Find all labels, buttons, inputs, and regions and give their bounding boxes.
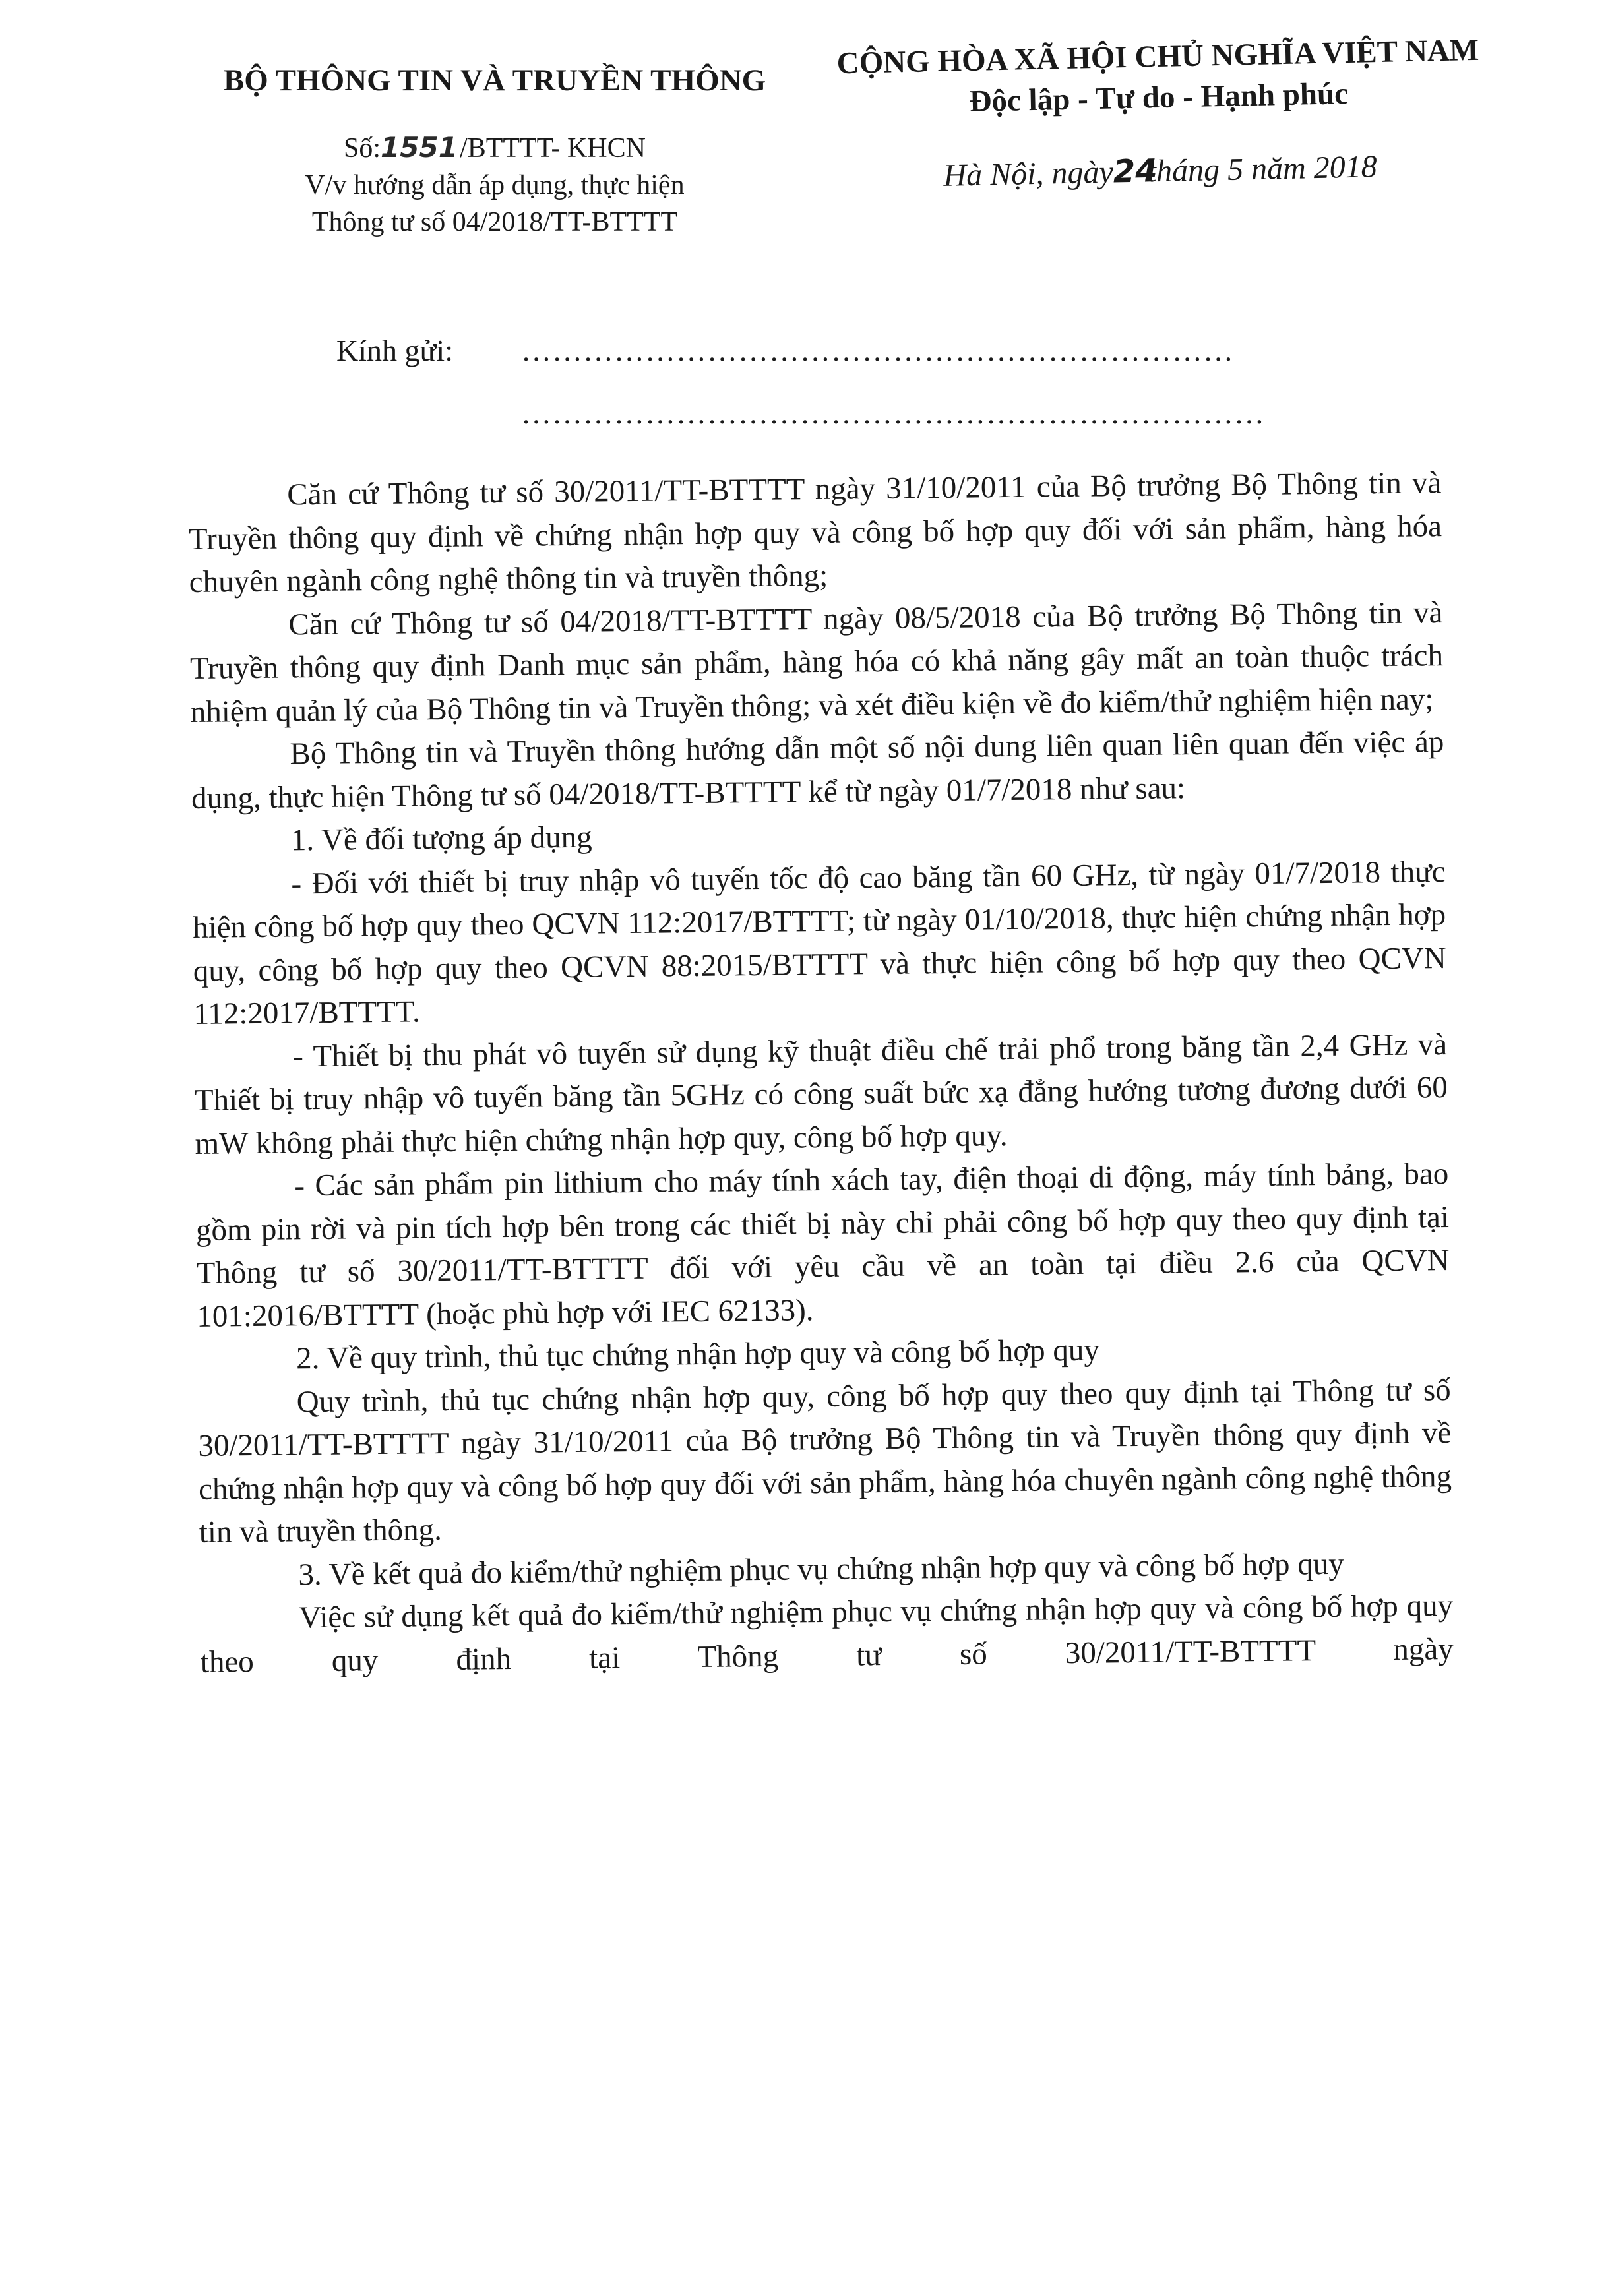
subject-line-2: Thông tư số 04/2018/TT-BTTTT	[311, 207, 678, 237]
paragraph-legal-basis-2: Căn cứ Thông tư số 04/2018/TT-BTTTT ngày 08/5/2018 của Bộ trưởng Bộ Thông tin và Truyền thông quy định Danh mục sản phẩm, hàng hóa có khả năng gây mất an toàn thuộc trách nhiệm quản lý của Bộ Thông tin và Truyền thông; và xét điều kiện về đo kiểm/thử nghiệm hiện nay;	[189, 595, 1444, 729]
section-heading-3: 3. Về kết quả đo kiểm/thử nghiệm phục vụ chứng nhận hợp quy và công bố hợp quy	[298, 1546, 1344, 1592]
national-motto: Độc lập - Tự do - Hạnh phúc	[969, 76, 1349, 119]
paragraph-exempt-devices: - Thiết bị thu phát vô tuyến sử dụng kỹ thuật điều chế trải phổ trong băng tần 2,4 GHz và Thiết bị truy nhập vô tuyến băng tần 5GHz có công suất bức xạ đẳng hướng tương đương dưới 60 mW không phải thực hiện chứng nhận hợp quy, công bố hợp quy.	[194, 1027, 1448, 1161]
document-number-suffix: /BTTTT- KHCN	[460, 133, 646, 164]
nation-name: CỘNG HÒA XÃ HỘI CHỦ NGHĨA VIỆT NAM	[836, 32, 1479, 81]
paragraph-legal-basis-1: Căn cứ Thông tư số 30/2011/TT-BTTTT ngày 31/10/2011 của Bộ trưởng Bộ Thông tin và Truyền thông quy định về chứng nhận hợp quy và công bố hợp quy đối với sản phẩm, hàng hóa chuyên ngành công nghệ thông tin và truyền thông;	[188, 466, 1442, 599]
recipient-label: Kính gửi:	[336, 334, 453, 367]
paragraph-test-results: Việc sử dụng kết quả đo kiểm/thử nghiệm phục vụ chứng nhận hợp quy và công bố hợp quy theo quy định tại Thông tư số 30/2011/TT-BTTTT ngày	[200, 1588, 1454, 1679]
section-heading-1: 1. Về đối tượng áp dụng	[290, 820, 592, 858]
organization-name: BỘ THÔNG TIN VÀ TRUYỀN THÔNG	[223, 63, 766, 98]
document-subject	[165, 167, 824, 241]
national-header-block	[811, 32, 1507, 196]
date-prefix: Hà Nội, ngày	[943, 154, 1114, 193]
document-number	[165, 131, 824, 164]
recipient-line-1: ……………………………………………………………	[521, 334, 1234, 367]
document-number-prefix: Số:	[344, 133, 381, 164]
paragraph-60ghz-devices: - Đối với thiết bị truy nhập vô tuyến tốc độ cao băng tần 60 GHz, từ ngày 01/7/2018 thực hiện công bố hợp quy theo QCVN 112:2017/BTTTT; từ ngày 01/10/2018, thực hiện chứng nhận hợp quy, công bố hợp quy theo QCVN 88:2015/BTTTT và thực hiện công bố hợp quy theo QCVN 112:2017/BTTTT.	[192, 854, 1447, 1031]
recipient-line-2: ………………………………………………………………	[521, 396, 1265, 430]
section-heading-2: 2. Về quy trình, thủ tục chứng nhận hợp quy và công bố hợp quy	[295, 1333, 1100, 1376]
paragraph-lithium-batteries: - Các sản phẩm pin lithium cho máy tính xách tay, điện thoại di động, máy tính bảng, bao gồm pin rời và pin tích hợp bên trong các thiết bị này chỉ phải công bố hợp quy theo quy định tại Thông tư số 30/2011/TT-BTTTT đối với yêu cầu về an toàn tại điều 2.6 của QCVN 101:2016/BTTTT (hoặc phù hợp với IEC 62133).	[195, 1157, 1450, 1334]
date-suffix: tháng 5 năm 2018	[1147, 149, 1378, 189]
paragraph-introduction: Bộ Thông tin và Truyền thông hướng dẫn một số nội dung liên quan liên quan đến việc áp dụng, thực hiện Thông tư số 04/2018/TT-BTTTT kể từ ngày 01/7/2018 như sau:	[191, 725, 1444, 816]
issuing-authority-block	[165, 63, 824, 241]
document-body	[188, 462, 1454, 1684]
subject-line-1: V/v hướng dẫn áp dụng, thực hiện	[305, 170, 685, 200]
paragraph-procedure: Quy trình, thủ tục chứng nhận hợp quy, công bố hợp quy theo quy định tại Thông tư số 30/2011/TT-BTTTT ngày 31/10/2011 của Bộ trưởng Bộ Thông tin và Truyền thông quy định về chứng nhận hợp quy và công bố hợp quy đối với sản phẩm, hàng hóa chuyên ngành công nghệ thông tin và truyền thông.	[198, 1372, 1452, 1550]
document-date	[814, 145, 1507, 196]
date-day-handwritten: 24	[1113, 152, 1158, 191]
document-number-handwritten: 1551	[381, 131, 458, 164]
